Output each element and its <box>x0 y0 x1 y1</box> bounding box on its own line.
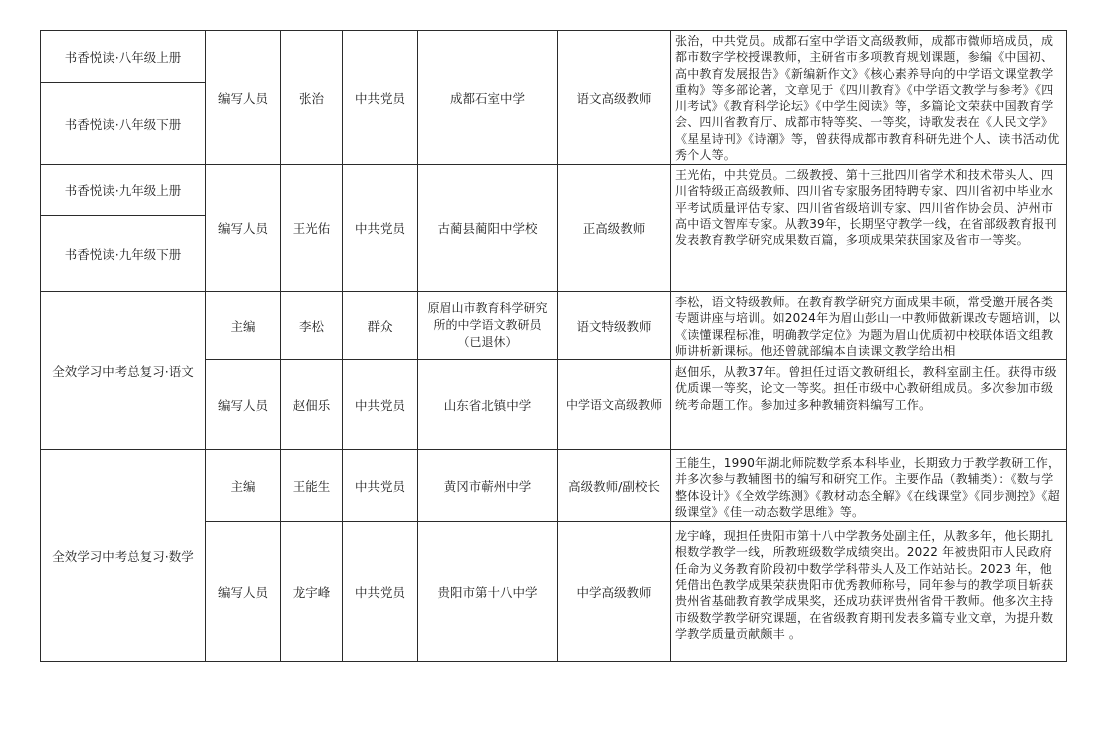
bio-text: 赵佃乐，从教37年。曾担任过语文教研组长，教科室副主任。获得市级优质课一等奖，论文一等奖。担任市级中心教研组成员。多次参加市级统考命题工作。参加过多种教辅资料编写工作。 <box>675 365 1057 412</box>
book-title-cell: 书香悦读·九年级上册 <box>41 165 206 216</box>
unit-cell: 山东省北镇中学 <box>418 360 558 450</box>
role-cell: 编写人员 <box>206 360 281 450</box>
unit-cell: 古蔺县蔺阳中学校 <box>418 165 558 292</box>
table-row <box>41 450 1067 522</box>
bio-cell <box>671 522 1067 662</box>
role-cell: 主编 <box>206 450 281 522</box>
politics-cell: 中共党员 <box>343 522 418 662</box>
title-cell: 语文高级教师 <box>558 31 671 165</box>
unit-cell: 黄冈市蕲州中学 <box>418 450 558 522</box>
title-cell: 高级教师/副校长 <box>558 450 671 522</box>
bio-text: 王光佑，中共党员。二级教授、第十三批四川省学术和技术带头人、四川省特级正高级教师、四川省专家服务团特聘专家、四川省初中毕业水平考试质量评估专家、四川省省级培训专家、四川省作协会员、泸州市高中语文智库专家。从教39年，长期坚守教学一线，在省部级教育报刊发表教育教学研究成果数百篇，多项成果荣获国家及省市一等奖。 <box>675 168 1057 248</box>
unit-cell: 原眉山市教育科学研究所的中学语文教研员 （已退休） <box>418 292 558 360</box>
bio-cell <box>671 165 1067 292</box>
role-cell: 编写人员 <box>206 31 281 165</box>
book-title-cell: 全效学习中考总复习·数学 <box>41 450 206 662</box>
politics-cell: 中共党员 <box>343 450 418 522</box>
politics-cell: 中共党员 <box>343 360 418 450</box>
unit-cell: 贵阳市第十八中学 <box>418 522 558 662</box>
name-cell: 王光佑 <box>281 165 343 292</box>
politics-cell: 群众 <box>343 292 418 360</box>
table-row <box>41 292 1067 360</box>
bio-cell <box>671 450 1067 522</box>
book-title-cell: 全效学习中考总复习·语文 <box>41 292 206 450</box>
book-title-cell: 书香悦读·八年级上册 <box>41 31 206 83</box>
table-row <box>41 165 1067 216</box>
bio-text: 龙宇峰，现担任贵阳市第十八中学教务处副主任，从教多年，他长期扎根数学教学一线，所教班级数学成绩突出。2022 年被贵阳市人民政府任命为义务教育阶段初中数学学科带头人及工作站站长。2023 年，他凭借出色教学成果荣获贵阳市优秀教师称号，同年参与的教学项目斩获贵州省基础教育教学成果奖，还成功获评贵州省骨干教师。他多次主持市级数学教学研究课题，在省级教育期刊发表多篇专业文章，为提升数学教学质量贡献颇丰 。 <box>675 529 1054 641</box>
bio-cell <box>671 292 1067 360</box>
bio-text: 王能生，1990年湖北师院数学系本科毕业，长期致力于教学教研工作，并多次参与教辅图书的编写和研究工作。主要作品（教辅类）：《数与学整体设计》《全效学练测》《教材动态全解》《在线课堂》《同步测控》《超级课堂》《佳一动态数学思维》等。 <box>675 456 1061 520</box>
editor-table <box>40 30 1067 662</box>
bio-text: 张治，中共党员。成都石室中学语文高级教师，成都市微师培成员，成都市数字学校授课教师，主研省市多项教育规划课题，参编《中国初、高中教育发展报告》《新编新作文》《核心素养导向的中学语文课堂教学重构》等多部论著，文章见于《四川教育》《中学语文教学与参考》《四川考试》《教育科学论坛》《中学生阅读》等，多篇论文荣获中国教育学会、四川省教育厅、成都市特等奖、一等奖，诗歌发表在《人民文学》《星星诗刊》《诗潮》等，曾获得成都市教育科研先进个人、读书活动优秀个人等。 <box>675 34 1060 163</box>
role-cell: 编写人员 <box>206 165 281 292</box>
politics-cell: 中共党员 <box>343 31 418 165</box>
table-row <box>41 31 1067 83</box>
book-title-cell: 书香悦读·九年级下册 <box>41 216 206 292</box>
title-cell: 语文特级教师 <box>558 292 671 360</box>
role-cell: 主编 <box>206 292 281 360</box>
unit-cell: 成都石室中学 <box>418 31 558 165</box>
bio-cell <box>671 360 1067 450</box>
name-cell: 张治 <box>281 31 343 165</box>
bio-text: 李松，语文特级教师。在教育教学研究方面成果丰硕，常受邀开展各类专题讲座与培训。如2024年为眉山彭山一中教师做新课改专题培训，以《读懂课程标准，明确教学定位》为题为眉山优质初中校联体语文组教师讲析新课标。他还曾就部编本自读课文教学给出相 <box>675 295 1061 358</box>
name-cell: 赵佃乐 <box>281 360 343 450</box>
title-cell: 中学语文高级教师 <box>558 360 671 450</box>
name-cell: 龙宇峰 <box>281 522 343 662</box>
role-cell: 编写人员 <box>206 522 281 662</box>
book-title-cell: 书香悦读·八年级下册 <box>41 83 206 165</box>
name-cell: 李松 <box>281 292 343 360</box>
title-cell: 正高级教师 <box>558 165 671 292</box>
politics-cell: 中共党员 <box>343 165 418 292</box>
title-cell: 中学高级教师 <box>558 522 671 662</box>
name-cell: 王能生 <box>281 450 343 522</box>
bio-cell <box>671 31 1067 165</box>
